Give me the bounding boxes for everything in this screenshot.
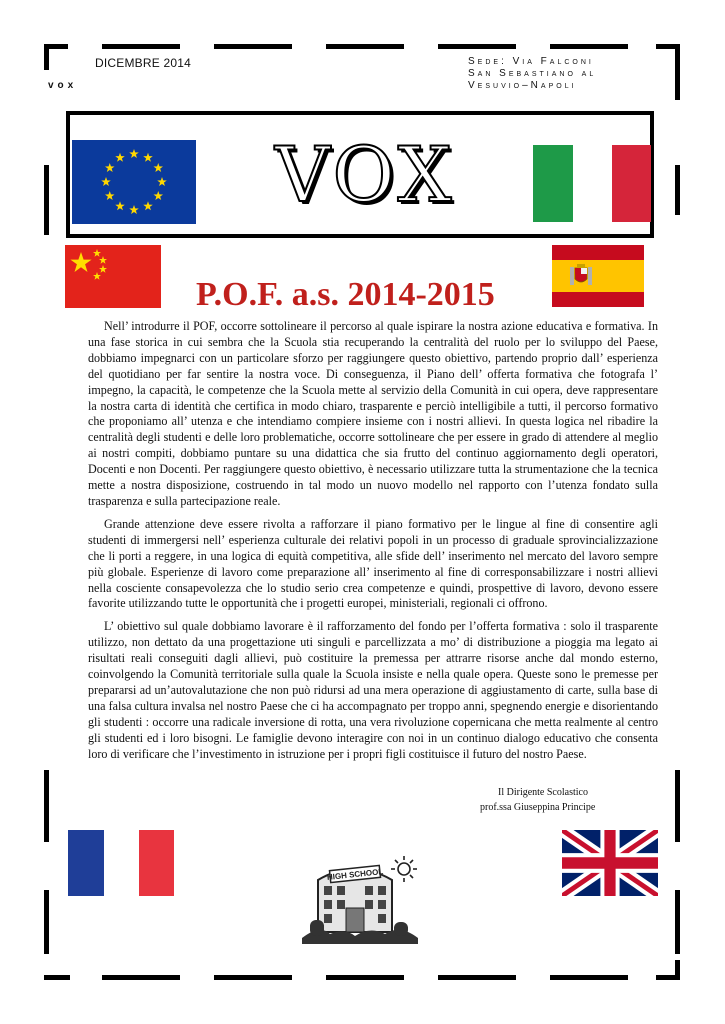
- uk-flag-icon: [562, 830, 658, 896]
- signature-name: prof.ssa Giuseppina Principe: [480, 802, 596, 813]
- issue-date: DICEMBRE 2014: [95, 56, 191, 70]
- school-sign-text: HIGH SCHOOL: [326, 867, 384, 882]
- school-address: [468, 56, 596, 92]
- address-line: Vesuvio–Napoli: [468, 80, 577, 91]
- article-paragraph: L’ obiettivo sul quale dobbiamo lavorare è il rafforzamento del fondo per l’offerta formativa : solo il trasparente utilizzo, non dettato da una progettazione uti singuli e parcellizzata a mo’ di distribuzione a pioggia ma legato ai risultati reali conseguiti dagli allievi, può costituire la premessa per attrarre risorse anche dal mondo esterno, coinvolgendo la Comunità territoriale sulla quale la Scuola insiste e nella quale opera. Queste sono le premesse per prepararsi ad un’autovalutazione che non può ridursi ad una mera operazione di aggiustamento di carte, sulla base di una falsa cultura invalsa nel nostro Paese che ci ha accompagnato per troppo anni, spegnendo energie e disorientando gli studenti : occorre una radicale inversione di rotta, una vera rivoluzione copernicana che metta realmente al centro gli studenti ed i loro bisogni. Le famiglie devono interagire con noi in un continuo dialogo educativo che consenta loro di verificare che l’investimento in istruzione per i propri figli costituisce il futuro del nostro Paese.: [88, 619, 658, 761]
- signature-role: Il Dirigente Scolastico: [498, 787, 588, 798]
- article-paragraph: Grande attenzione deve essere rivolta a rafforzare il piano formativo per le lingue al fine di consentire agli studenti di immergersi nell’ esperienza culturale dei relativi popoli in un processo di graduale sprovincializzazione che li porti a reggere, in una logica di equità competitiva, alle sfide dell’ inserimento nel mercato del lavoro sempre più globale. Esperienze di lavoro come preparazione all’ inserimento al fine di corresponsabilizzare i nostri allievi nella cosciente consapevolezza che lo studio serio crea competenze e quindi, prospettive di lavoro, devono essere favorite utilizzando tutte le opportunità che i progetti europei, ministeriali, regionali ci offrono.: [88, 516, 658, 611]
- china-flag-icon: [65, 245, 161, 308]
- article-paragraph: Nell’ introdurre il POF, occorre sottolineare il percorso al quale ispirare la nostra azione educativa e formativa. In una fase storica in cui sembra che la Scuola stia recuperando la centralità del ruolo per lo sviluppo del Paese, dobbiamo impegnarci con un particolare sforzo per raggiungere questo obiettivo, partendo proprio dall’ esperienza del quotidiano per far sentire la nostra voce. Di conseguenza, il Piano dell’ offerta formativa che fotografa l’ impegno, la capacità, le competenze che la Scuola mette al servizio della Comunità in cui opera, deve rappresentare la nostra carta di identità che certifica in modo chiaro, trasparente e perciò intelligibile a tutti, il percorso formativo che proponiamo all’ utenza e che intendiamo compiere insieme con i nostri allievi. In questa logica nel ribadire la centralità degli studenti e delle loro problematiche, occorre sottolineare che per essere in grado di attendere al meglio ai nostri compiti, dobbiamo puntare su una didattica che sia frutto del continuo aggiornamento degli operatori, Docenti e non Docenti. Per raggiungere questo obiettivo, è necessario utilizzare tutta la strumentazione che la tecnica mette a nostra disposizione, costruendo in tal modo un nuovo modello nel rapporto con l’utenza fondato sulla trasparenza e sulla partecipazione reale.: [88, 319, 658, 508]
- eu-flag-icon: [72, 140, 196, 224]
- school-building-icon: [300, 852, 420, 944]
- article-title: P.O.F. a.s. 2014-2015: [196, 276, 495, 313]
- masthead-small: vox: [48, 80, 78, 91]
- address-line: Sede: Via Falconi: [468, 56, 594, 67]
- address-line: San Sebastiano al: [468, 68, 597, 79]
- italy-flag-icon: [533, 145, 651, 222]
- france-flag-icon: [68, 830, 174, 896]
- signature-block: [480, 785, 640, 815]
- article-body: [88, 319, 658, 769]
- spain-flag-icon: [552, 245, 644, 307]
- masthead-title: VOX: [275, 130, 456, 219]
